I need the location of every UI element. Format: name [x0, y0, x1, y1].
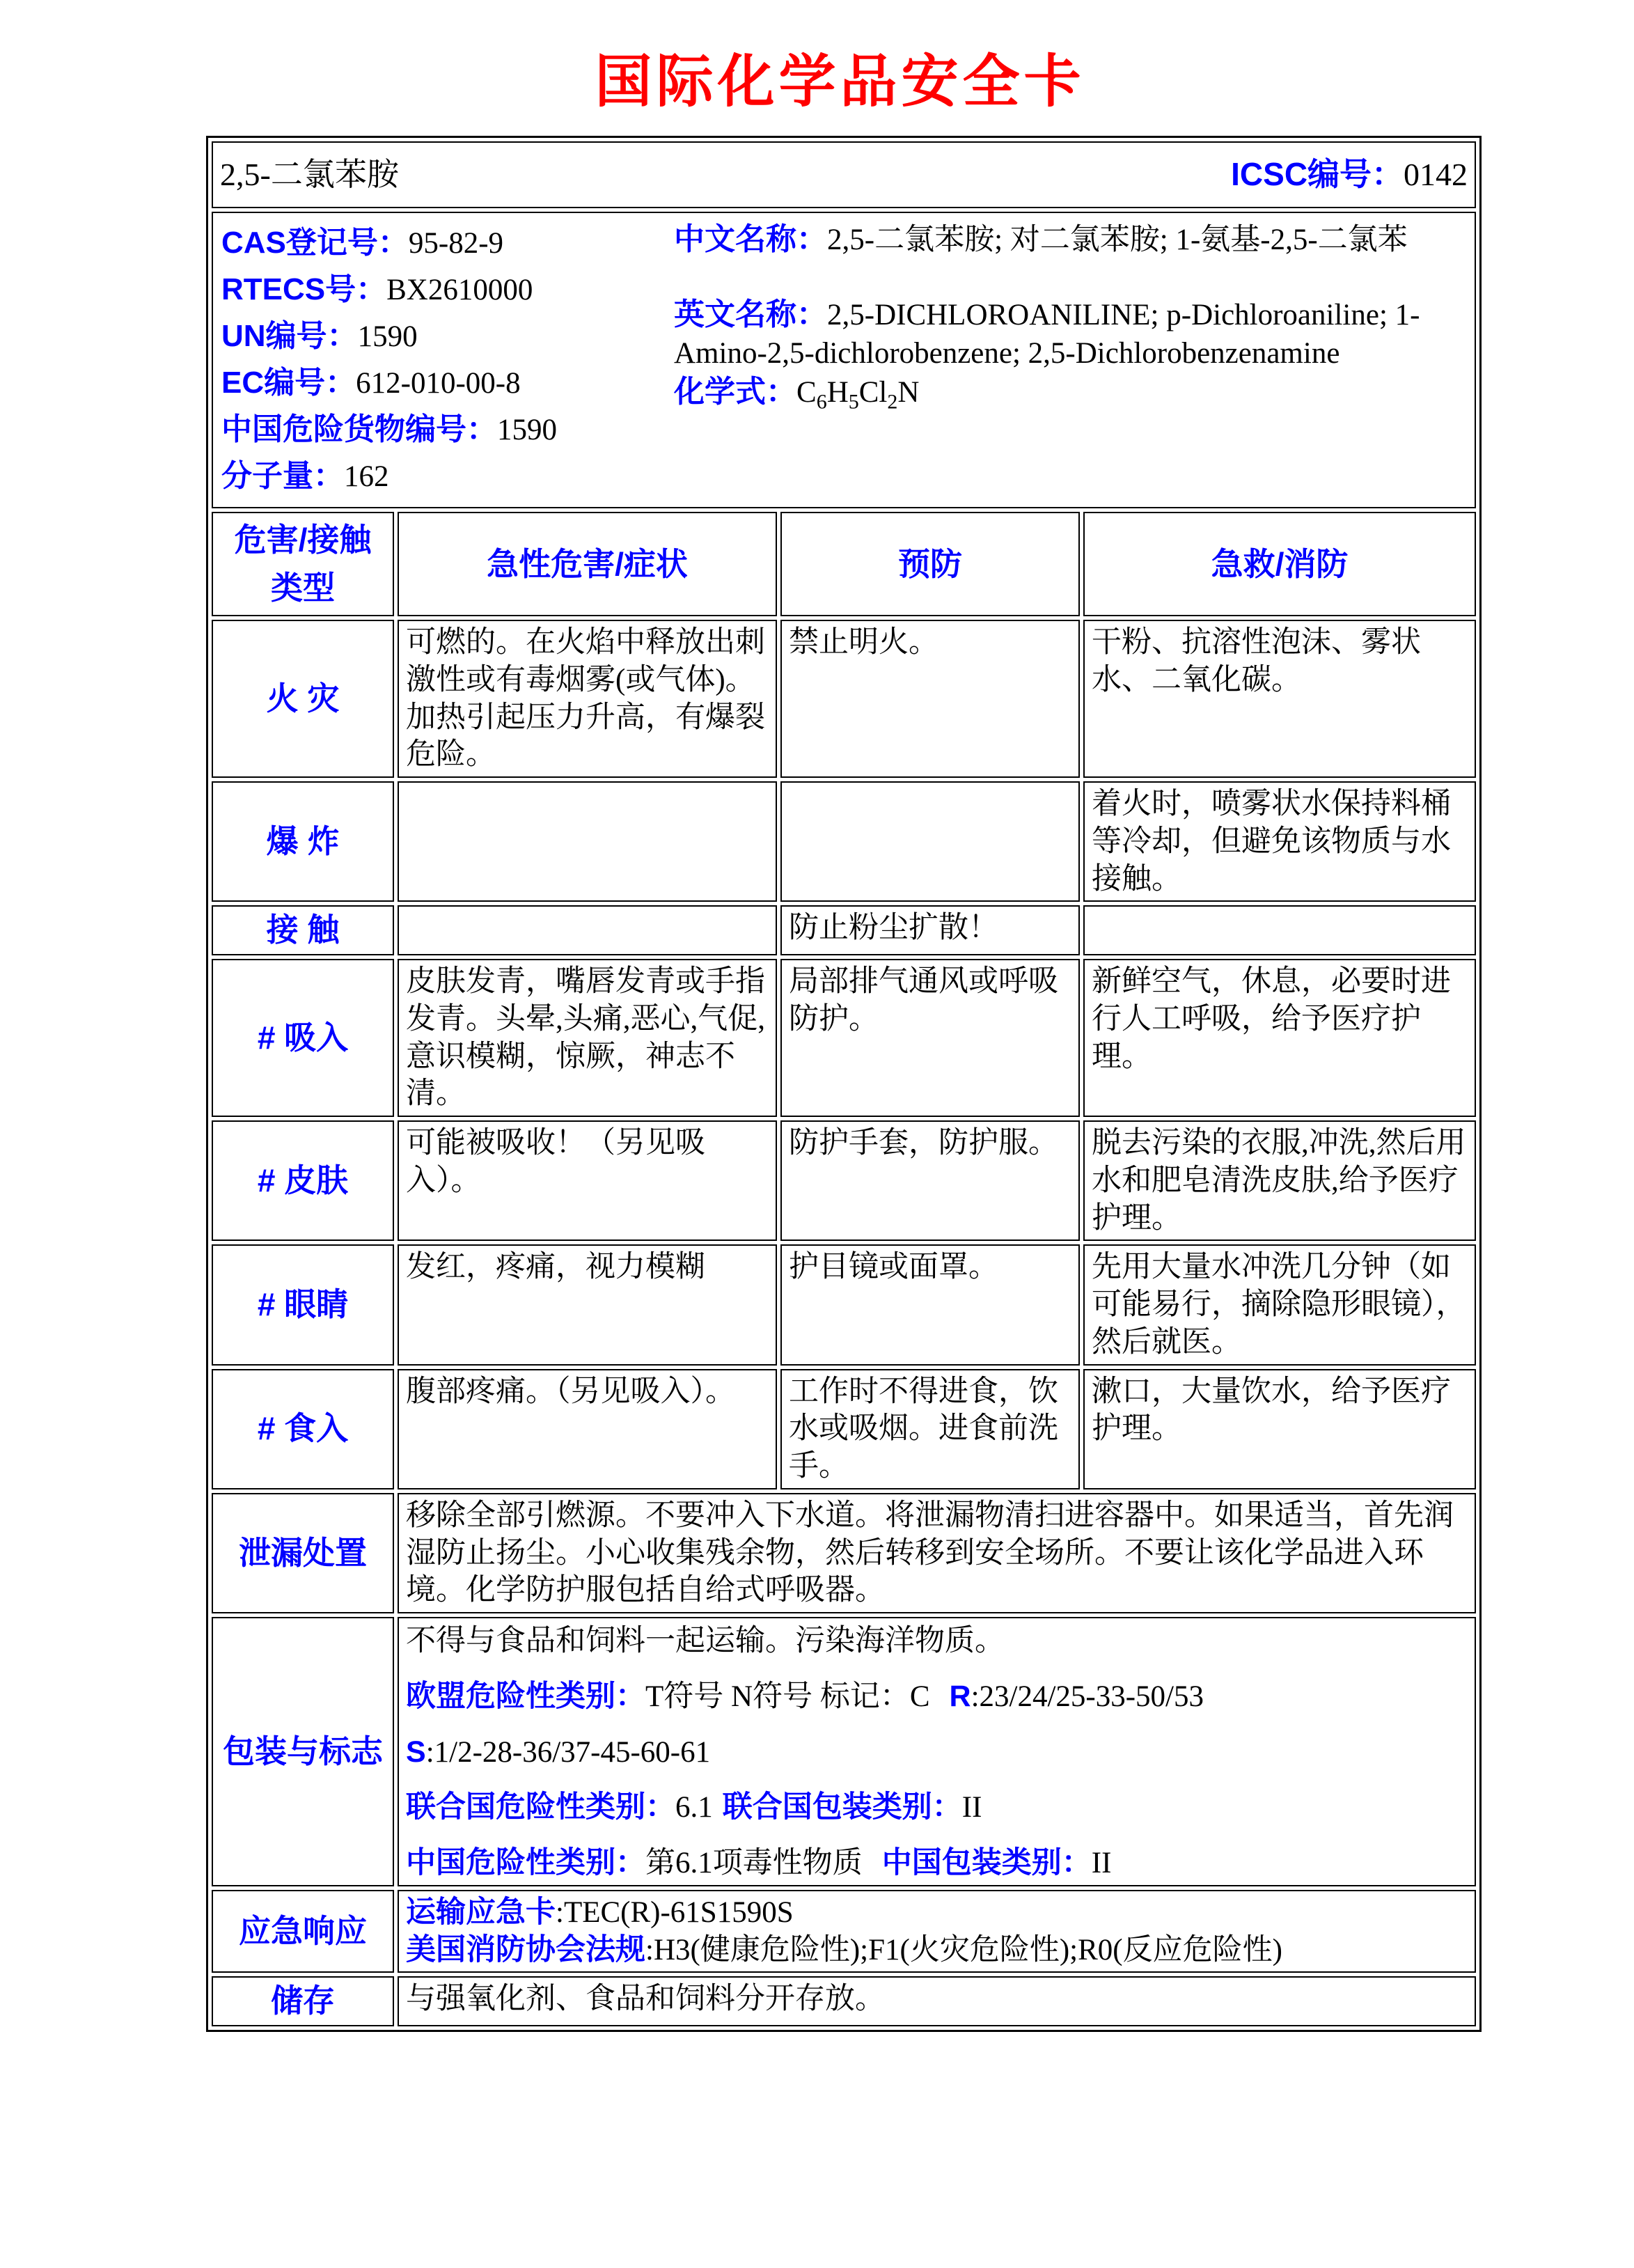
ingestion-symptoms: 腹部疼痛。（另见吸入）。	[398, 1369, 777, 1489]
eyes-row	[212, 1244, 1476, 1365]
inhalation-symptoms: 皮肤发青，嘴唇发青或手指发青。头晕,头痛,恶心,气促,意识模糊，惊厥，神志不清。	[398, 959, 777, 1117]
packing-un-line: 联合国危险性类别：6.1 联合国包装类别：II	[406, 1790, 982, 1824]
skin-response: 脱去污染的衣服,冲洗,然后用水和肥皂清洗皮肤,给予医疗护理。	[1083, 1120, 1476, 1241]
fire-prevention: 禁止明火。	[780, 620, 1080, 778]
skin-symptoms: 可能被吸收！（另见吸入）。	[398, 1120, 777, 1241]
fire-row	[212, 620, 1476, 778]
ec-number: EC编号：612-010-00-8	[221, 366, 521, 400]
storage-text: 与强氧化剂、食品和饲料分开存放。	[398, 1976, 1476, 2026]
inhalation-label: # 吸入	[212, 959, 394, 1117]
icsc-card-table	[206, 136, 1482, 2032]
storage-label: 储存	[212, 1976, 394, 2026]
emergency-label: 应急响应	[212, 1890, 394, 1973]
inhalation-row	[212, 959, 1476, 1117]
eyes-response: 先用大量水冲洗几分钟（如可能易行，摘除隐形眼镜），然后就医。	[1083, 1244, 1476, 1365]
icsc-number	[1231, 155, 1468, 195]
fire-symptoms: 可燃的。在火焰中释放出刺激性或有毒烟雾(或气体)。加热引起压力升高，有爆裂危险。	[398, 620, 777, 778]
chemical-name: 2,5-二氯苯胺	[220, 157, 399, 193]
names-block	[674, 220, 1466, 500]
eyes-prevention: 护目镜或面罩。	[780, 1244, 1080, 1365]
ingestion-response: 漱口，大量饮水，给予医疗护理。	[1083, 1369, 1476, 1489]
exposure-prevention: 防止粉尘扩散！	[780, 905, 1080, 955]
inhalation-prevention: 局部排气通风或呼吸防护。	[780, 959, 1080, 1117]
ingestion-row	[212, 1369, 1476, 1489]
name-row	[212, 141, 1476, 208]
chemical-formula: 化学式：$C_6H_5Cl_2N$	[674, 375, 920, 414]
packing-content	[398, 1617, 1476, 1886]
exposure-label: 接 触	[212, 905, 394, 955]
un-number: UN编号：1590	[221, 319, 418, 353]
english-names: 英文名称：2,5-DICHLOROANILINE; p-Dichloroaniline; 1-Amino-2,5-dichlorobenzene; 2,5-Dichlorobenzenamine	[674, 297, 1420, 370]
header-response: 急救/消防	[1083, 512, 1476, 616]
identifiers-row	[212, 212, 1476, 508]
icsc-value: 0142	[1404, 157, 1468, 193]
skin-row	[212, 1120, 1476, 1241]
cas-number: CAS登记号：95-82-9	[221, 226, 504, 260]
skin-prevention: 防护手套，防护服。	[780, 1120, 1080, 1241]
packing-s-line: S:1/2-28-36/37-45-60-61	[406, 1735, 711, 1769]
name-cell	[212, 141, 1476, 208]
fire-response: 干粉、抗溶性泡沫、雾状水、二氧化碳。	[1083, 620, 1476, 778]
eyes-label: # 眼睛	[212, 1244, 394, 1365]
fire-label: 火 灾	[212, 620, 394, 778]
chinese-names: 中文名称：2,5-二氯苯胺; 对二氯苯胺; 1-氨基-2,5-二氯苯	[674, 222, 1408, 256]
emergency-content	[398, 1890, 1476, 1973]
identifiers-cell	[212, 212, 1476, 508]
skin-label: # 皮肤	[212, 1120, 394, 1241]
rtecs-number: RTECS号：BX2610000	[221, 272, 533, 306]
exposure-symptoms	[398, 905, 777, 955]
identifier-list	[221, 220, 674, 500]
spill-label: 泄漏处置	[212, 1493, 394, 1613]
packing-label: 包装与标志	[212, 1617, 394, 1886]
explosion-label: 爆 炸	[212, 781, 394, 902]
spill-row	[212, 1493, 1476, 1613]
exposure-response	[1083, 905, 1476, 955]
header-symptoms: 急性危害/症状	[398, 512, 777, 616]
storage-row	[212, 1976, 1476, 2026]
emergency-row	[212, 1890, 1476, 1973]
emergency-tec-line: 运输应急卡:TEC(R)-61S1590S	[406, 1895, 794, 1929]
spill-text: 移除全部引燃源。不要冲入下水道。将泄漏物清扫进容器中。如果适当，首先润湿防止扬尘。小心收集残余物，然后转移到安全场所。不要让该化学品进入环境。化学防护服包括自给式呼吸器。	[398, 1493, 1476, 1613]
molecular-weight: 分子量：162	[221, 459, 389, 493]
explosion-response: 着火时，喷雾状水保持料桶等冷却，但避免该物质与水接触。	[1083, 781, 1476, 902]
exposure-row	[212, 905, 1476, 955]
inhalation-response: 新鲜空气，休息，必要时进行人工呼吸，给予医疗护理。	[1083, 959, 1476, 1117]
emergency-nfpa-line: 美国消防协会法规:H3(健康危险性);F1(火灾危险性);R0(反应危险性)	[406, 1932, 1282, 1966]
header-hazard-type: 危害/接触类型	[212, 512, 394, 616]
ingestion-prevention: 工作时不得进食，饮水或吸烟。进食前洗手。	[780, 1369, 1080, 1489]
header-prevention: 预防	[780, 512, 1080, 616]
explosion-symptoms	[398, 781, 777, 902]
icsc-label: ICSC编号：	[1231, 156, 1404, 193]
ingestion-label: # 食入	[212, 1369, 394, 1489]
explosion-prevention	[780, 781, 1080, 902]
explosion-row	[212, 781, 1476, 902]
packing-row	[212, 1617, 1476, 1886]
packing-cn-line: 中国危险性类别：第6.1项毒性物质 中国包装类别：II	[406, 1846, 1112, 1880]
page-title: 国际化学品安全卡	[595, 50, 1085, 114]
packing-eu-line: 欧盟危险性类别：T符号 N符号 标记：C R:23/24/25-33-50/53	[406, 1679, 1204, 1713]
hazard-header-row	[212, 512, 1476, 616]
eyes-symptoms: 发红，疼痛，视力模糊	[398, 1244, 777, 1365]
packing-transport-note: 不得与食品和饲料一起运输。污染海洋物质。	[406, 1625, 1005, 1658]
china-dg-number: 中国危险货物编号：1590	[221, 412, 557, 446]
